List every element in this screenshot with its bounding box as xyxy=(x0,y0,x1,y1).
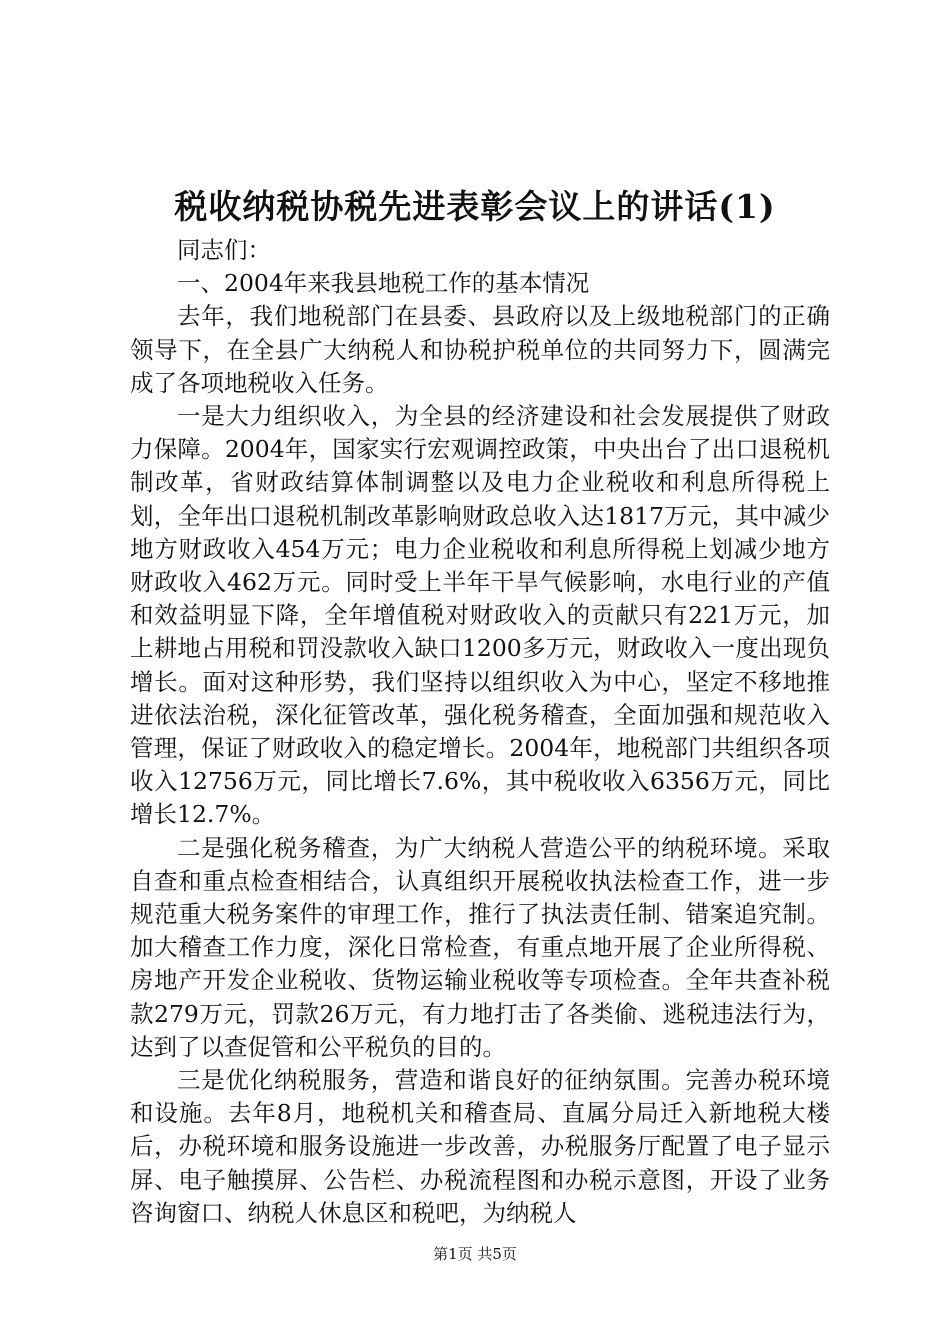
section-heading: 一、2004年来我县地税工作的基本情况 xyxy=(177,269,590,298)
body-paragraph: 去年，我们地税部门在县委、县政府以及上级地税部门的正确领导下，在全县广大纳税人和协税护税单位的共同努力下，圆满完成了各项地税收入任务。 xyxy=(130,302,830,397)
salutation: 同志们： xyxy=(177,236,271,264)
page-footer: 第1页 共5页 xyxy=(433,1245,517,1263)
body-paragraph: 三是优化纳税服务，营造和谐良好的征纳氛围。完善办税环境和设施。去年8月，地税机关和稽查局、直属分局迁入新地税大楼后，办税环境和服务设施进一步改善，办税服务厅配置了电子显示屏、电子触摸屏、公告栏、办税流程图和办税示意图，开设了业务咨询窗口、纳税人休息区和税吧，为纳税人 xyxy=(130,1066,830,1227)
body-paragraph: 一是大力组织收入，为全县的经济建设和社会发展提供了财政力保障。2004年，国家实行宏观调控政策，中央出台了出口退税机制改革，省财政结算体制调整以及电力企业税收和利息所得税上划，全年出口退税机制改革影响财政总收入达1817万元，其中减少地方财政收入454万元；电力企业税收和利息所得税上划减少地方财政收入462万元。同时受上半年干旱气候影响，水电行业的产值和效益明显下降，全年增值税对财政收入的贡献只有221万元，加上耕地占用税和罚没款收入缺口1200多万元，财政收入一度出现负增长。面对这种形势，我们坚持以组织收入为中心，坚定不移地推进依法治税，深化征管改革，强化税务稽查，全面加强和规范收入管理，保证了财政收入的稳定增长。2004年，地税部门共组织各项收入12756万元，同比增长7.6%，其中税收收入6356万元，同比增长12.7%。 xyxy=(130,402,830,829)
body-paragraph: 二是强化税务稽查，为广大纳税人营造公平的纳税环境。采取自查和重点检查相结合，认真组织开展税收执法检查工作，进一步规范重大税务案件的审理工作，推行了执法责任制、错案追究制。加大稽查工作力度，深化日常检查，有重点地开展了企业所得税、房地产开发企业税收、货物运输业税收等专项检查。全年共查补税款279万元，罚款26万元，有力地打击了各类偷、逃税违法行为，达到了以查促管和公平税负的目的。 xyxy=(130,833,830,1061)
document-title: 税收纳税协税先进表彰会议上的讲话(1) xyxy=(174,187,776,226)
document-body xyxy=(130,234,830,1230)
